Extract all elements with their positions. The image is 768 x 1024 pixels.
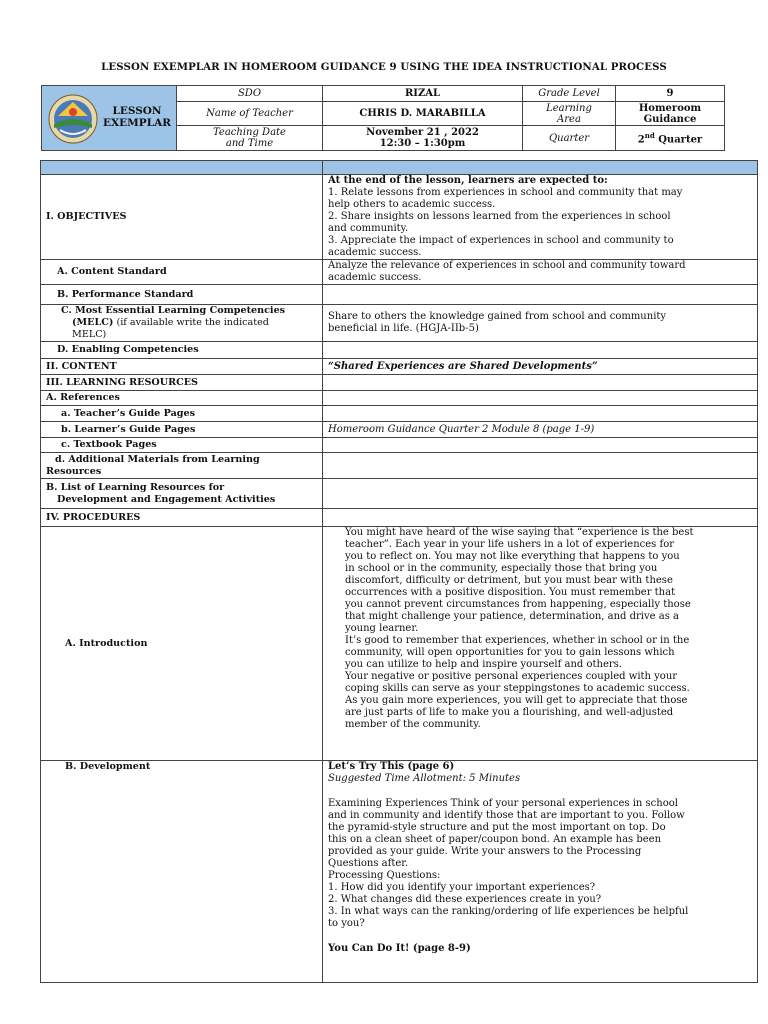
development-content: Let’s Try This (page 6) Suggested Time Allotment: 5 Minutes Examining Experiences Think of your personal experiences in school and in community and identify those that are important to you. Follow the pyramid-style structure and put the most important on top. Do this on a clean sheet of paper/coupon bond. An example has been provided as your guide. Write your answers to the Processing Questions after. Processing Questions: 1. How did you identify your important experiences? 2. What changes did these experiences create in you? 3. In what ways can the ranking/ordering of life experiences be helpful to you? You Can Do It! (page 8-9)	[323, 761, 758, 983]
content-value: “Shared Experiences are Shared Developments”	[323, 359, 758, 375]
lesson-table	[40, 160, 758, 983]
objectives-label: I. OBJECTIVES	[41, 175, 323, 260]
content-label: II. CONTENT	[41, 359, 323, 375]
lesson-exemplar-cell	[42, 86, 177, 151]
references-label: A. References	[41, 391, 323, 406]
table-header-right	[323, 161, 758, 175]
teacher-value: CHRIS D. MARABILLA	[323, 102, 523, 126]
sdo-label: SDO	[177, 86, 323, 102]
procedures-label: IV. PROCEDURES	[41, 509, 323, 527]
learning-resources-value	[323, 375, 758, 391]
introduction-content: You might have heard of the wise saying that “experience is the best teacher”. Each year in your life ushers in a lot of experiences for you to reflect on. You may not like everything that happens to you in school or in the community, especially those that bring you discomfort, difficulty or detriment, but you must bear with these occurrences with a positive disposition. You must remember that you cannot prevent circumstances from happening, especially those that might challenge your patience, determination, and drive as a young learner. It’s good to remember that experiences, whether in school or in the community, will open opportunities for you to gain lessons which you can utilize to help and inspire yourself and others. Your negative or positive personal experiences coupled with your coping skills can serve as your steppingstones to academic success. As you gain more experiences, you will get to appreciate that those are just parts of life to make you a flourishing, and well-adjusted member of the community.	[323, 527, 758, 761]
enabling-competencies-value	[323, 342, 758, 359]
deped-rizal-logo	[48, 94, 98, 144]
teachers-guide-value	[323, 406, 758, 422]
content-standard-value: Analyze the relevance of experiences in school and community toward academic success.	[323, 260, 758, 285]
performance-standard-value	[323, 285, 758, 305]
objectives-content: At the end of the lesson, learners are expected to: 1. Relate lessons from experiences in school and community that may help others to academic success. 2. Share insights on lessons learned from the experiences in school and community. 3. Appreciate the impact of experiences in school and community to academic success.	[323, 175, 758, 260]
header-table	[41, 85, 725, 151]
learners-guide-label: b. Learner’s Guide Pages	[41, 422, 323, 438]
teacher-label: Name of Teacher	[177, 102, 323, 126]
learning-resources-label: III. LEARNING RESOURCES	[41, 375, 323, 391]
content-standard-label: A. Content Standard	[41, 260, 323, 285]
references-value	[323, 391, 758, 406]
learning-area-label: Learning Area	[523, 102, 616, 126]
quarter-value: 2nd Quarter	[616, 126, 725, 151]
melc-label: C. Most Essential Learning Competencies (MELC) (if available write the indicated MELC)	[41, 305, 323, 342]
sdo-value: RIZAL	[323, 86, 523, 102]
learners-guide-value: Homeroom Guidance Quarter 2 Module 8 (page 1-9)	[323, 422, 758, 438]
document-title: LESSON EXEMPLAR IN HOMEROOM GUIDANCE 9 USING THE IDEA INSTRUCTIONAL PROCESS	[101, 61, 667, 73]
list-resources-value	[323, 479, 758, 509]
table-header-left	[41, 161, 323, 175]
learning-area-value: Homeroom Guidance	[616, 102, 725, 126]
teaching-date-value: November 21 , 2022 12:30 – 1:30pm	[323, 126, 523, 151]
textbook-pages-value	[323, 438, 758, 453]
additional-materials-label: d. Additional Materials from Learning Resources	[41, 453, 323, 479]
quarter-label: Quarter	[523, 126, 616, 151]
additional-materials-value	[323, 453, 758, 479]
introduction-label: A. Introduction	[41, 527, 323, 761]
grade-value: 9	[616, 86, 725, 102]
procedures-value	[323, 509, 758, 527]
enabling-competencies-label: D. Enabling Competencies	[41, 342, 323, 359]
teaching-date-label: Teaching Date and Time	[177, 126, 323, 151]
grade-label: Grade Level	[523, 86, 616, 102]
list-resources-label: B. List of Learning Resources for Development and Engagement Activities	[41, 479, 323, 509]
teachers-guide-label: a. Teacher’s Guide Pages	[41, 406, 323, 422]
lesson-label: LESSON	[112, 105, 162, 117]
development-label: B. Development	[41, 761, 323, 983]
textbook-pages-label: c. Textbook Pages	[41, 438, 323, 453]
melc-value: Share to others the knowledge gained from school and community beneficial in life. (HGJA-IIb-5)	[323, 305, 758, 342]
exemplar-label: EXEMPLAR	[103, 117, 171, 129]
performance-standard-label: B. Performance Standard	[41, 285, 323, 305]
